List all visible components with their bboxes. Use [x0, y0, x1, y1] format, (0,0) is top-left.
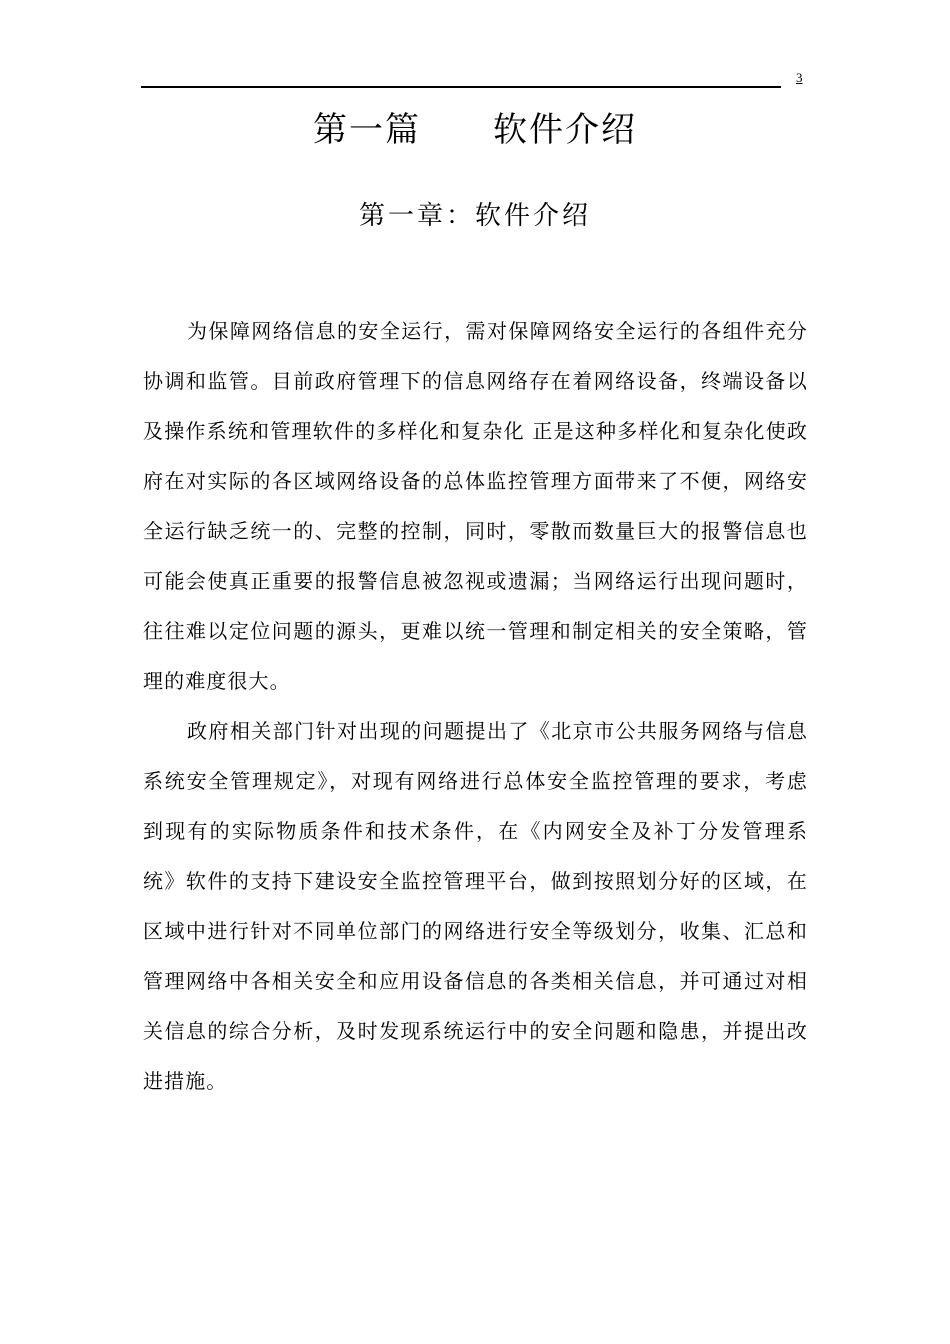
chapter-title: 第一章：软件介绍 [358, 201, 591, 231]
paragraph-2: 政府相关部门针对出现的问题提出了《北京市公共服务网络与信息系统安全管理规定》，对现有网络进行总体安全监控管理的要求，考虑到现有的实际物质条件和技术条件，在《内网安全及补丁分发管理系统》软件的支持下建设安全监控管理平台，做到按照划分好的区域，在区域中进行针对不同单位部门的网络进行安全等级划分，收集、汇总和管理网络中各相关安全和应用设备信息的各类相关信息，并可通过对相关信息的综合分析，及时发现系统运行中的安全问题和隐患，并提出改进措施。 [143, 719, 808, 1093]
body-text [143, 306, 808, 1106]
header-rule [141, 86, 781, 88]
paragraph-1: 为保障网络信息的安全运行，需对保障网络安全运行的各组件充分协调和监管。目前政府管理下的信息网络存在着网络设备，终端设备以及操作系统和管理软件的多样化和复杂化 正是这种多样化和复杂化使政府在对实际的各区域网络设备的总体监控管理方面带来了不便，网络安全运行缺乏统一的、完整的控制，同时，零散而数量巨大的报警信息也可能会使真正重要的报警信息被忽视或遗漏；当网络运行出现问题时，往往难以定位问题的源头，更难以统一管理和制定相关的安全策略，管理的难度很大。 [143, 319, 808, 693]
part-title: 第一篇 软件介绍 [313, 110, 637, 150]
page-number: 3 [796, 70, 803, 85]
